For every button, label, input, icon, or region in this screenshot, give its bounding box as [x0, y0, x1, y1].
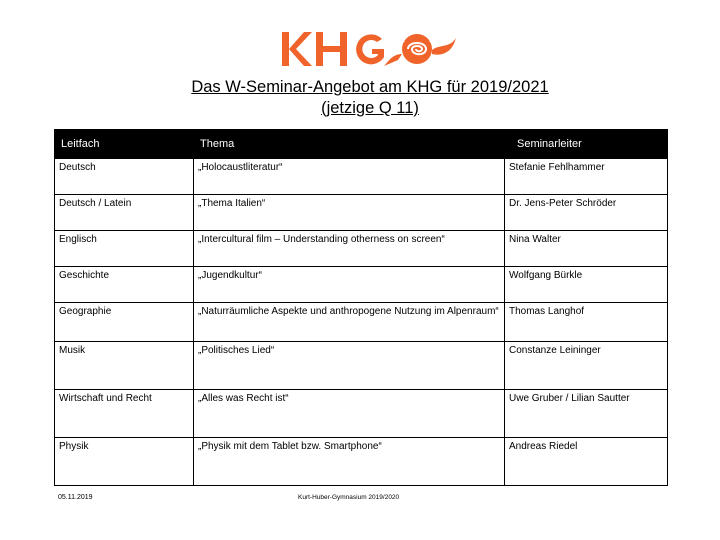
footer-date: 05.11.2019 [58, 494, 93, 501]
cell-thema: „Jugendkultur“ [194, 267, 505, 303]
table-row [55, 438, 668, 486]
cell-thema: „Thema Italien“ [194, 195, 505, 231]
khg-logo-graphic [280, 30, 460, 68]
cell-seminarleiter: Nina Walter [505, 231, 668, 267]
cell-leitfach: Physik [55, 438, 194, 486]
cell-seminarleiter: Andreas Riedel [505, 438, 668, 486]
table-row [55, 303, 668, 342]
cell-seminarleiter: Thomas Langhof [505, 303, 668, 342]
column-header-seminarleiter: Seminarleiter [505, 130, 668, 159]
table-row [55, 159, 668, 195]
cell-leitfach: Englisch [55, 231, 194, 267]
cell-leitfach: Musik [55, 342, 194, 390]
cell-thema: „Holocaustliteratur“ [194, 159, 505, 195]
table-row [55, 267, 668, 303]
cell-thema: „Intercultural film – Understanding otherness on screen“ [194, 231, 505, 267]
footer-school: Kurt-Huber-Gymnasium 2019/2020 [298, 494, 400, 501]
table-row [55, 231, 668, 267]
cell-seminarleiter: Dr. Jens-Peter Schröder [505, 195, 668, 231]
column-header-thema: Thema [194, 130, 505, 159]
cell-leitfach: Deutsch / Latein [55, 195, 194, 231]
cell-thema: „Physik mit dem Tablet bzw. Smartphone“ [194, 438, 505, 486]
page-subtitle: (jetzige Q 11) [321, 99, 419, 117]
cell-leitfach: Geschichte [55, 267, 194, 303]
page-title: Das W-Seminar-Angebot am KHG für 2019/2021 [191, 78, 549, 96]
cell-seminarleiter: Uwe Gruber / Lilian Sautter [505, 390, 668, 438]
table-row [55, 390, 668, 438]
cell-thema: „Politisches Lied“ [194, 342, 505, 390]
cell-leitfach: Deutsch [55, 159, 194, 195]
table-header-row [55, 130, 668, 159]
cell-thema: „Alles was Recht ist“ [194, 390, 505, 438]
cell-seminarleiter: Stefanie Fehlhammer [505, 159, 668, 195]
table-row [55, 195, 668, 231]
cell-seminarleiter: Constanze Leininger [505, 342, 668, 390]
rose-icon [384, 34, 456, 66]
table-row [55, 342, 668, 390]
khg-logo [280, 30, 460, 68]
cell-thema: „Naturräumliche Aspekte und anthropogene Nutzung im Alpenraum“ [194, 303, 505, 342]
seminar-table [54, 129, 668, 486]
cell-seminarleiter: Wolfgang Bürkle [505, 267, 668, 303]
cell-leitfach: Geographie [55, 303, 194, 342]
column-header-leitfach: Leitfach [55, 130, 194, 159]
cell-leitfach: Wirtschaft und Recht [55, 390, 194, 438]
